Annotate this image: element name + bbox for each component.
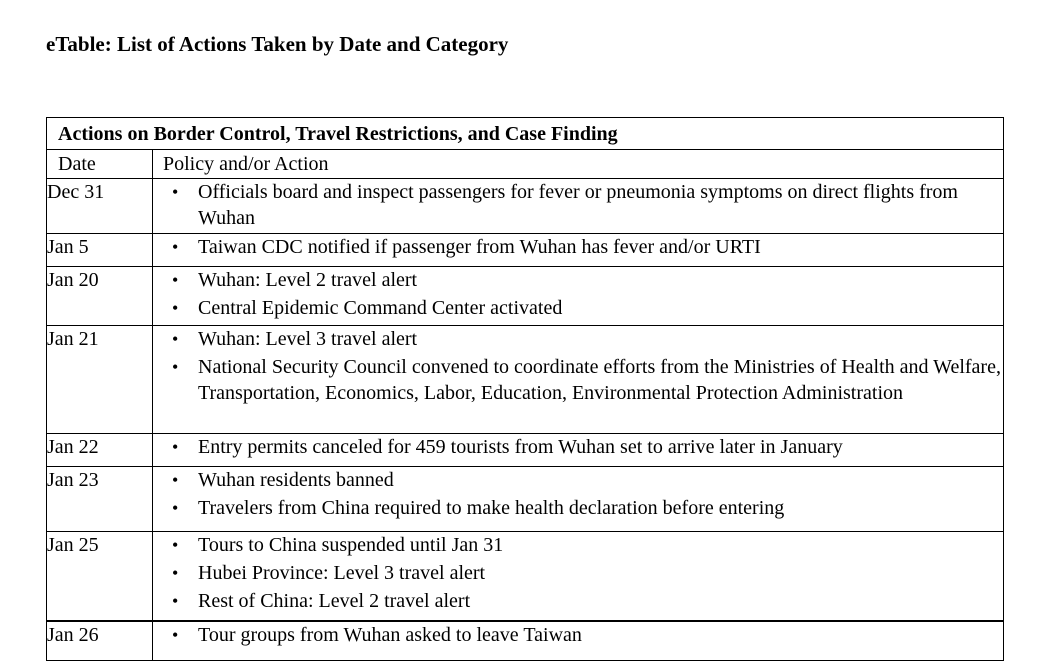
action-item [153,467,1003,493]
policy-cell [153,467,1004,532]
action-text: Tour groups from Wuhan asked to leave Taiwan [198,623,582,646]
bullet-icon: • [172,535,179,555]
action-list [153,326,1003,406]
action-text: Tours to China suspended until Jan 31 [198,534,504,556]
policy-cell [153,267,1004,326]
table-row [47,326,1004,434]
action-text: Wuhan: Level 3 travel alert [198,328,418,350]
actions-table [46,117,1004,661]
bullet-icon: • [172,498,179,518]
table-row [47,434,1004,467]
action-item [153,326,1003,352]
action-item [153,354,1003,406]
table-row [47,621,1004,661]
table-row [47,267,1004,326]
bullet-icon: • [172,563,179,583]
policy-cell [153,326,1004,434]
policy-cell [153,234,1004,267]
action-list [153,234,1003,260]
table-row [47,532,1004,621]
action-item [153,267,1003,293]
action-list [153,467,1003,521]
action-item [153,588,1003,614]
action-list [153,267,1003,321]
action-text: Central Epidemic Command Center activated [198,297,563,319]
action-item [153,234,1003,260]
action-item [153,179,1003,231]
action-list [153,179,1003,231]
column-header-date: Date [47,150,153,179]
bullet-icon: • [172,357,179,377]
date-cell: Jan 23 [47,467,153,532]
action-item [153,622,1003,648]
policy-cell [153,621,1004,661]
action-item [153,434,1003,460]
bullet-icon: • [172,624,179,645]
bullet-icon: • [172,329,179,349]
bullet-icon: • [172,437,179,457]
action-text: Wuhan residents banned [198,469,394,491]
policy-cell [153,532,1004,621]
action-text: Rest of China: Level 2 travel alert [198,590,471,612]
date-cell: Jan 25 [47,532,153,621]
date-cell: Jan 20 [47,267,153,326]
column-header-policy: Policy and/or Action [153,150,1004,179]
action-item [153,295,1003,321]
action-text: Entry permits canceled for 459 tourists from Wuhan set to arrive later in January [198,436,843,458]
action-list [153,434,1003,460]
table-row [47,467,1004,532]
date-cell: Jan 5 [47,234,153,267]
date-cell: Jan 26 [47,621,153,661]
action-item [153,560,1003,586]
bullet-icon: • [172,298,179,318]
date-cell: Dec 31 [47,179,153,234]
table-section-header-row [47,118,1004,150]
action-text: Taiwan CDC notified if passenger from Wuhan has fever and/or URTI [198,236,761,258]
action-text: Officials board and inspect passengers for fever or pneumonia symptoms on direct flights from Wuhan [198,181,958,229]
action-list [153,622,1003,648]
action-text: Travelers from China required to make health declaration before entering [198,497,785,519]
bullet-icon: • [172,182,179,202]
policy-cell [153,179,1004,234]
action-item [153,495,1003,521]
table-row [47,234,1004,267]
action-text: Wuhan: Level 2 travel alert [198,269,418,291]
bullet-icon: • [172,470,179,490]
date-cell: Jan 22 [47,434,153,467]
bullet-icon: • [172,270,179,290]
bullet-icon: • [172,237,179,257]
date-cell: Jan 21 [47,326,153,434]
policy-cell [153,434,1004,467]
bullet-icon: • [172,591,179,611]
page-title: eTable: List of Actions Taken by Date and Category [46,32,509,56]
action-item [153,532,1003,558]
table-section-header: Actions on Border Control, Travel Restrictions, and Case Finding [47,118,1004,150]
action-text: Hubei Province: Level 3 travel alert [198,562,486,584]
action-text: National Security Council convened to coordinate efforts from the Ministries of Health and Welfare, Transportation, Economics, Labor, Education, Environmental Protection Administration [198,356,1001,404]
column-header-row [47,150,1004,179]
table-row [47,179,1004,234]
action-list [153,532,1003,614]
